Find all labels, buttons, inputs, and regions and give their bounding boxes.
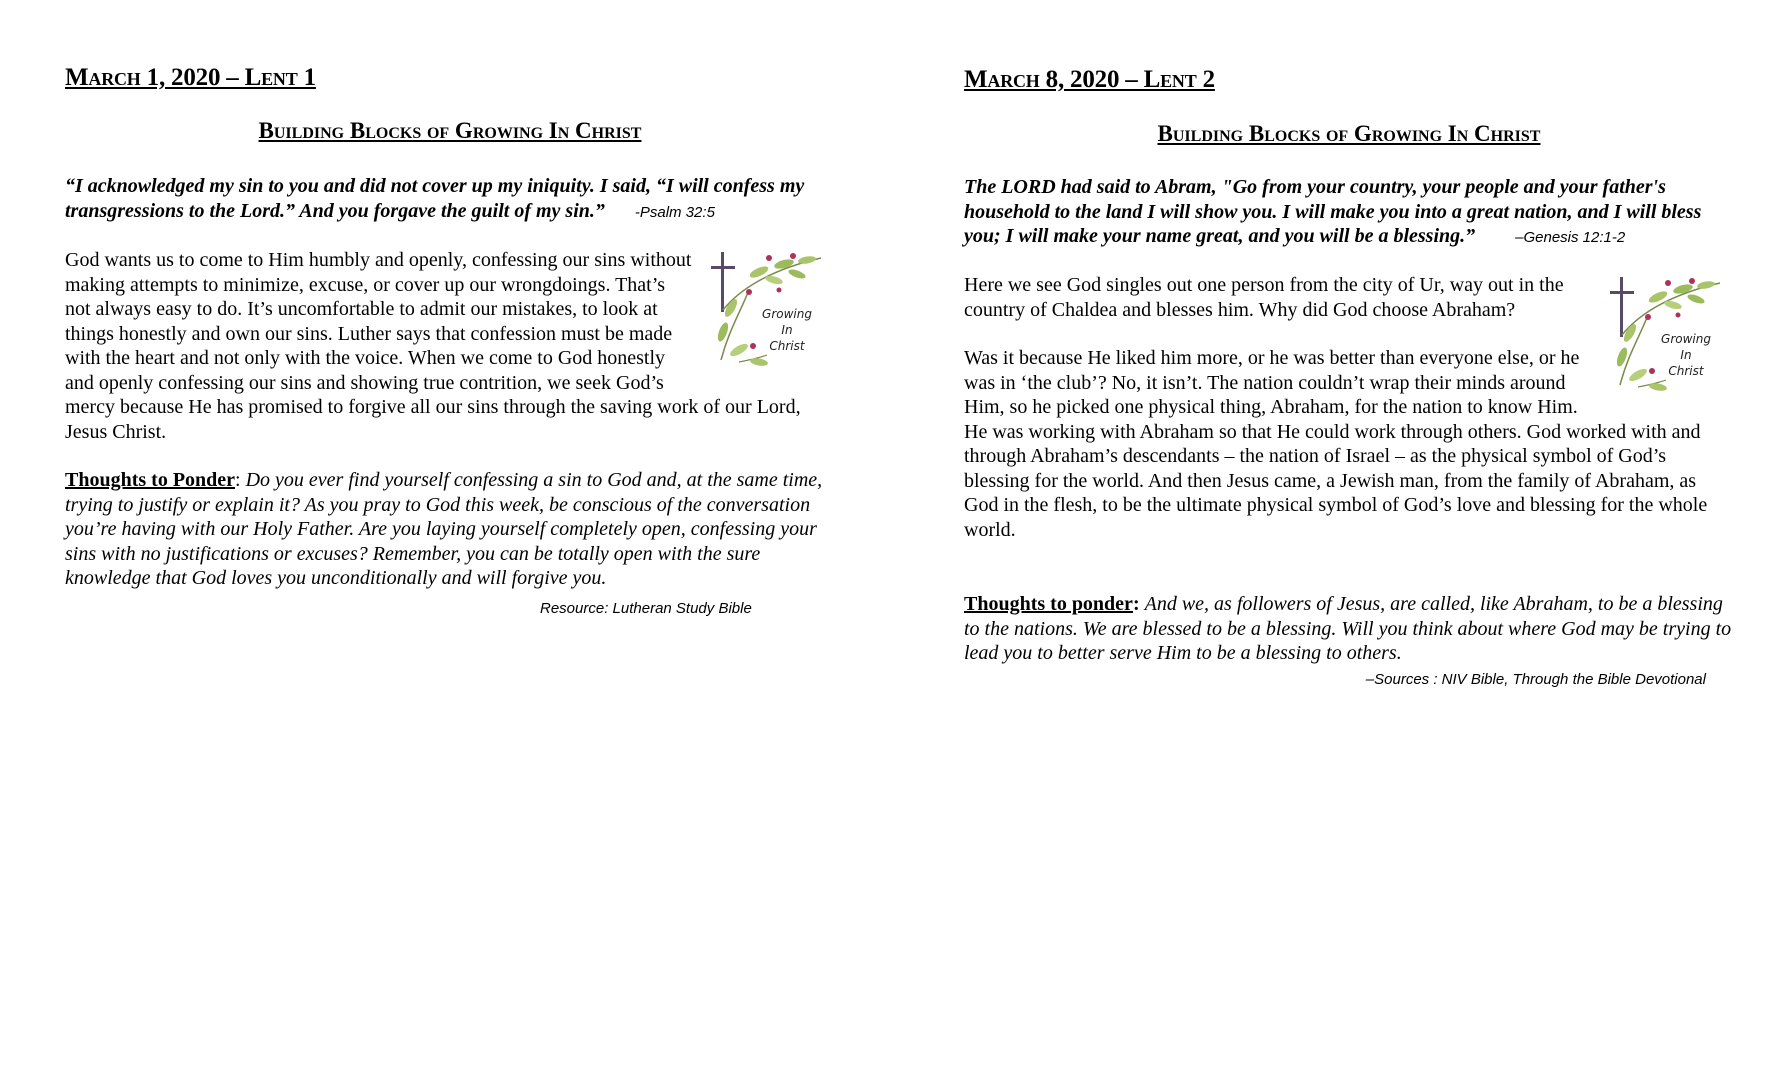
lent-2-source: –Sources : NIV Bible, Through the Bible Devotional [1365,671,1706,688]
lent-1-ponder-text: Do you ever find yourself confessing a sin to God and, at the same time, trying to justify or explain it? As you pray to God this week, be conscious of the conversation you’re having with our Holy Father. Are you laying yourself completely open, confessing your sins with no justifications or excuses? Remember, you can be totally open with the sure knowledge that God loves you unconditionally and will forgive you. [65,469,823,589]
lent-2-body-text-2: Was it because He liked him more, or he was better than everyone else, or he was in ‘the club’? No, it isn’t. The nation couldn’t wrap their minds around Him, so he picked one physical thing, Abraham, for the nation to know Him. He was working with Abraham so that He could work through others. God worked with and through Abraham’s descendants – the nation of Israel – as the physical symbol of God’s blessing for the world. And then Jesus came, a Jewish man, from the family of Abraham, as God in the flesh, to be the ultimate physical symbol of God’s love and blessing for the whole world. [964,347,1708,541]
lent-1-body-text: God wants us to come to Him humbly and openly, confessing our sins without making attempts to minimize, excuse, or cover up our wrongdoings. That’s not always easy to do. It’s uncomfortable to admit our mistakes, to look at things honestly and own our sins. Luther says that confession must be made with the heart and not only with the voice. When we come to God honestly and openly confessing our sins and showing true contrition, we seek God’s mercy because He has promised to forgive all our sins through the saving work of our Lord, Jesus Christ. [65,249,801,443]
lent-2-ponder-label: Thoughts to ponder [964,593,1133,615]
lent-2-verse-ref: –Genesis 12:1-2 [1515,229,1626,246]
lent-2-body [964,273,1734,542]
lent-1-source: Resource: Lutheran Study Bible [540,600,752,617]
growing-in-christ-logo [709,250,829,375]
growing-in-christ-logo [1608,275,1728,400]
lent-2-heading: Building Blocks of Growing In Christ [1157,121,1541,146]
logo-text-christ: Christ [1668,364,1704,378]
logo-text-in: In [1680,348,1692,362]
logo-text-christ: Christ [769,339,805,353]
lent-1-body [65,248,835,444]
lent-2-date: March 8, 2020 – Lent 2 [964,66,1215,93]
lent-2-verse-block [964,175,1734,251]
lent-1-ponder [65,468,835,591]
lent-2-verse: The LORD had said to Abram, "Go from your country, your people and your father's household to the land I will show you. I will make you into a great nation, and I will bless you; I will make your name great, and you will be a blessing.” [964,176,1702,247]
lent-2-ponder [964,592,1734,666]
lent-1-heading: Building Blocks of Growing In Christ [258,118,642,143]
lent-1-verse: “I acknowledged my sin to you and did not cover up my iniquity. I said, “I will confess my transgressions to the Lord.” And you forgave the guilt of my sin.” [65,175,805,222]
lent-2-ponder-text: And we, as followers of Jesus, are called, like Abraham, to be a blessing to the nations. We are blessed to be a blessing. Will you think about where God may be trying to lead you to better serve Him to be a blessing to others. [964,593,1732,664]
logo-text-growing: Growing [1661,332,1711,346]
lent-1-date: March 1, 2020 – Lent 1 [65,64,316,91]
lent-2-body-text-1: Here we see God singles out one person from the city of Ur, way out in the country of Chaldea and blesses him. Why did God choose Abraham? [964,274,1564,321]
lent-2-ponder-colon: : [1132,593,1145,615]
lent-1-ponder-colon: : [235,469,246,491]
lent-1-ponder-label: Thoughts to Ponder [65,469,236,491]
lent-1-verse-ref: -Psalm 32:5 [634,203,715,221]
logo-text-growing: Growing [762,307,812,321]
lent-1-verse-block [65,174,835,225]
logo-text-in: In [781,323,793,337]
